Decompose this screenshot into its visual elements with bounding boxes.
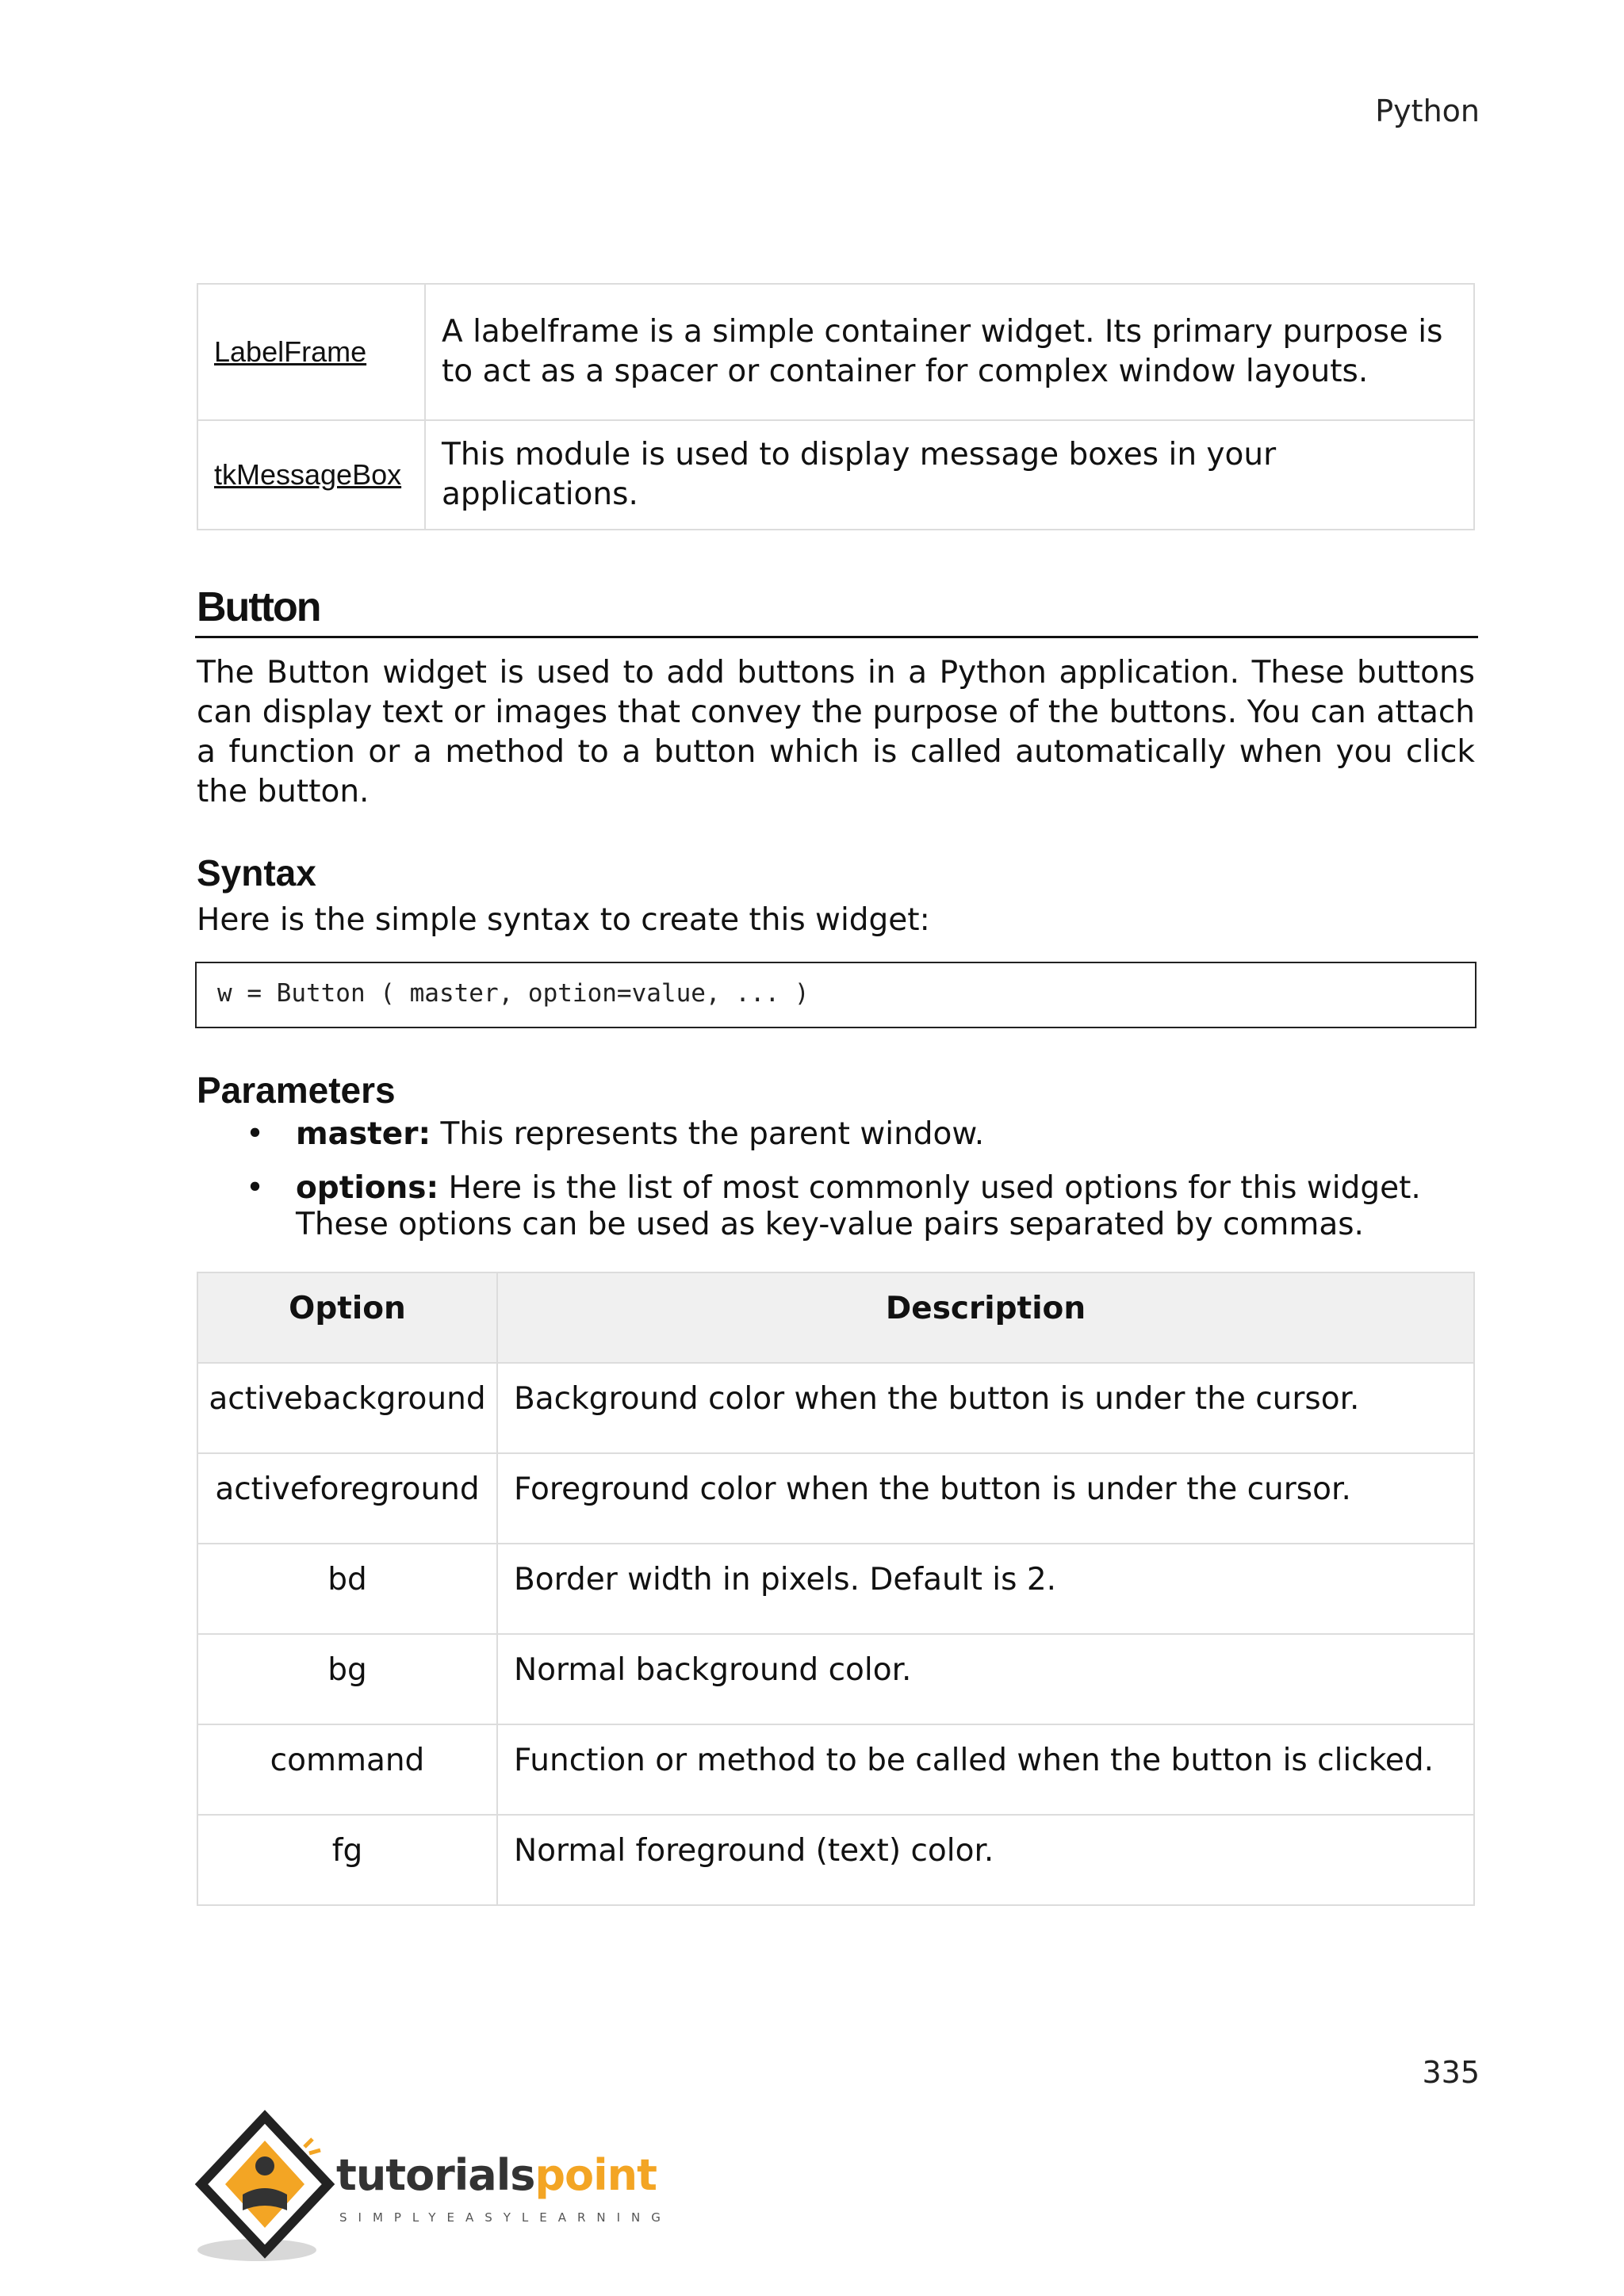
table-row [197,1363,1474,1453]
section-heading: Button [197,584,320,630]
column-header-description: Description [497,1272,1474,1363]
logo-word-tutorials: tutorials [336,2150,535,2200]
syntax-heading: Syntax [197,852,316,894]
section-intro: The Button widget is used to add buttons in a Python application. These buttons can display text or images that convey the purpose of the buttons. You can attach a function or a method to a button which is called automatically when you click the button. [197,655,1475,809]
logo-word-point: point [534,2150,657,2200]
list-item [197,1116,1475,1153]
param-text: Here is the list of most commonly used options for this widget. These options can be used as key-value pairs separated by commas. [296,1170,1421,1242]
table-row [197,1453,1474,1544]
option-description: Normal foreground (text) color. [497,1815,1474,1905]
param-term: master: [296,1116,431,1152]
widget-name-cell [197,420,425,530]
bullet-icon: • [246,1170,265,1206]
parameters-heading: Parameters [197,1070,396,1111]
table-row [197,1544,1474,1634]
logo-wordmark [336,2152,657,2199]
option-name: fg [197,1815,497,1905]
option-description: Function or method to be called when the button is clicked. [497,1724,1474,1815]
list-item [197,1170,1475,1243]
table-header-row [197,1272,1474,1363]
table-row [197,420,1474,530]
syntax-intro: Here is the simple syntax to create this widget: [197,902,930,938]
option-name: bg [197,1634,497,1724]
param-term: options: [296,1170,439,1206]
page-number: 335 [1422,2055,1480,2090]
option-name: bd [197,1544,497,1634]
widget-description: A labelframe is a simple container widget. Its primary purpose is to act as a spacer or container for complex window layouts. [425,284,1474,420]
tutorialspoint-logo [193,2109,693,2267]
table-row [197,284,1474,420]
widget-description: This module is used to display message boxes in your applications. [425,420,1474,530]
parameters-list [197,1116,1475,1261]
option-name: activeforeground [197,1453,497,1544]
logo-tagline: SIMPLYEASYLEARNING [339,2210,672,2225]
widget-link-tkmessagebox[interactable]: tkMessageBox [214,458,402,491]
table-row [197,1815,1474,1905]
option-description: Border width in pixels. Default is 2. [497,1544,1474,1634]
options-table [197,1272,1475,1906]
table-row [197,1724,1474,1815]
widget-name-cell [197,284,425,420]
widget-link-labelframe[interactable]: LabelFrame [214,335,367,368]
table-row [197,1634,1474,1724]
code-text: w = Button ( master, option=value, ... ) [217,979,810,1008]
param-text: This represents the parent window. [431,1116,985,1152]
option-description: Background color when the button is under the cursor. [497,1363,1474,1453]
option-name: command [197,1724,497,1815]
option-name: activebackground [197,1363,497,1453]
option-description: Foreground color when the button is under the cursor. [497,1453,1474,1544]
option-description: Normal background color. [497,1634,1474,1724]
heading-rule [195,636,1478,638]
bullet-icon: • [246,1116,265,1152]
widget-table [197,283,1475,530]
logo-mark-icon [193,2109,336,2267]
column-header-option: Option [197,1272,497,1363]
code-block [195,962,1477,1028]
page-header-title: Python [1375,94,1480,128]
